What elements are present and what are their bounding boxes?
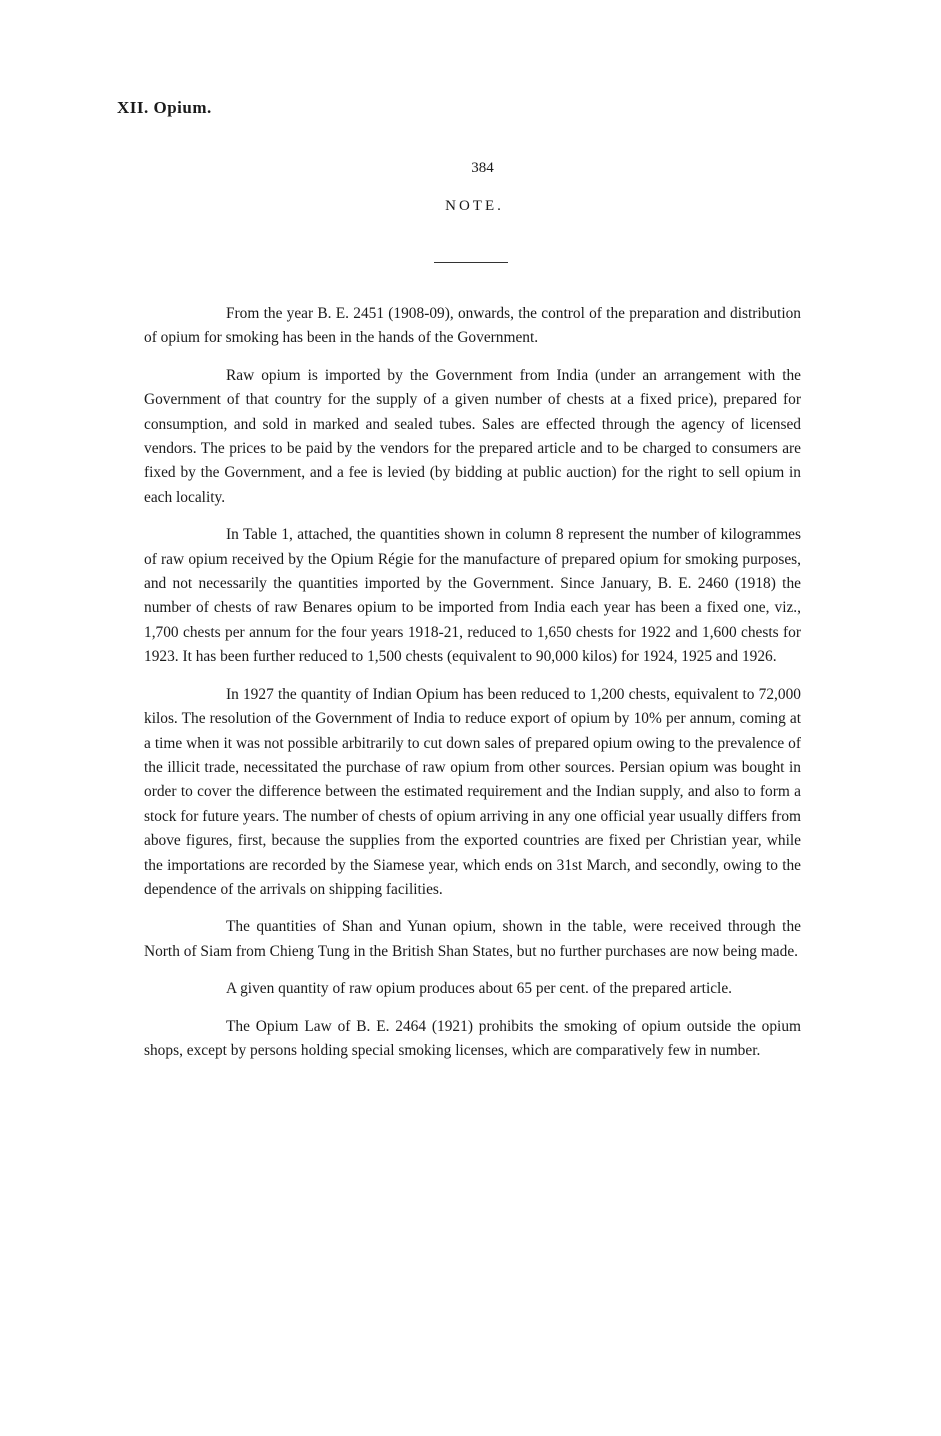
title-divider — [434, 262, 508, 263]
paragraph-raw-opium-import: Raw opium is imported by the Government from India (under an arrangement with the Government of that country for the supply of a given number of chests at a fixed price), prepared for consumption, and sold in marked and sealed tubes. Sales are effected through the agency of licensed vendors. The prices to be paid by the vendors for the prepared article and to be charged to consumers are fixed by the Government, and a fee is levied (by bidding at public auction) for the right to sell opium in each locality. — [144, 366, 801, 506]
paragraph-shan-yunan-opium: The quantities of Shan and Yunan opium, shown in the table, were received through the North of Siam from Chieng Tung in the British Shan States, but no further purchases are now being made. — [144, 918, 801, 960]
paragraph-opium-law: The Opium Law of B. E. 2464 (1921) prohibits the smoking of opium outside the opium shops, except by persons holding special smoking licenses, which are comparatively few in number. — [144, 1017, 801, 1059]
paragraph-yield: A given quantity of raw opium produces about 65 per cent. of the prepared article. — [226, 980, 733, 998]
note-title: NOTE. — [445, 198, 504, 214]
section-heading: XII. Opium. — [117, 98, 212, 117]
note-body — [144, 302, 801, 1063]
paragraph-government-control: From the year B. E. 2451 (1908-09), onwards, the control of the preparation and distribution of opium for smoking has been in the hands of the Government. — [144, 305, 801, 347]
paragraph-table-quantities: In Table 1, attached, the quantities shown in column 8 represent the number of kilogrammes of raw opium received by the Opium Régie for the manufacture of prepared opium for smoking purposes, and not necessarily the quantities imported by the Government. Since January, B. E. 2460 (1918) the number of chests of raw Benares opium to be imported from India each year has been a fixed one, viz., 1,700 chests per annum for the four years 1918-21, reduced to 1,650 chests for 1922 and 1,600 chests for 1923. It has been further reduced to 1,500 chests (equivalent to 90,000 kilos) for 1924, 1925 and 1926. — [144, 526, 801, 666]
paragraph-1927-reduction: In 1927 the quantity of Indian Opium has been reduced to 1,200 chests, equivalent to 72,000 kilos. The resolution of the Government of India to reduce export of opium by 10% per annum, coming at a time when it was not possible arbitrarily to cut down sales of prepared opium owing to the prevalence of the illicit trade, necessitated the purchase of raw opium from other sources. Persian opium was bought in order to cover the difference between the estimated requirement and the Indian supply, and also to form a stock for future years. The number of chests of opium arriving in any one official year usually differs from above figures, first, because the supplies from the exported countries are fixed per Christian year, while the importations are recorded by the Siamese year, which ends on 31st March, and secondly, owing to the dependence of the arrivals on shipping facilities. — [144, 685, 801, 898]
page-number: 384 — [471, 160, 494, 176]
